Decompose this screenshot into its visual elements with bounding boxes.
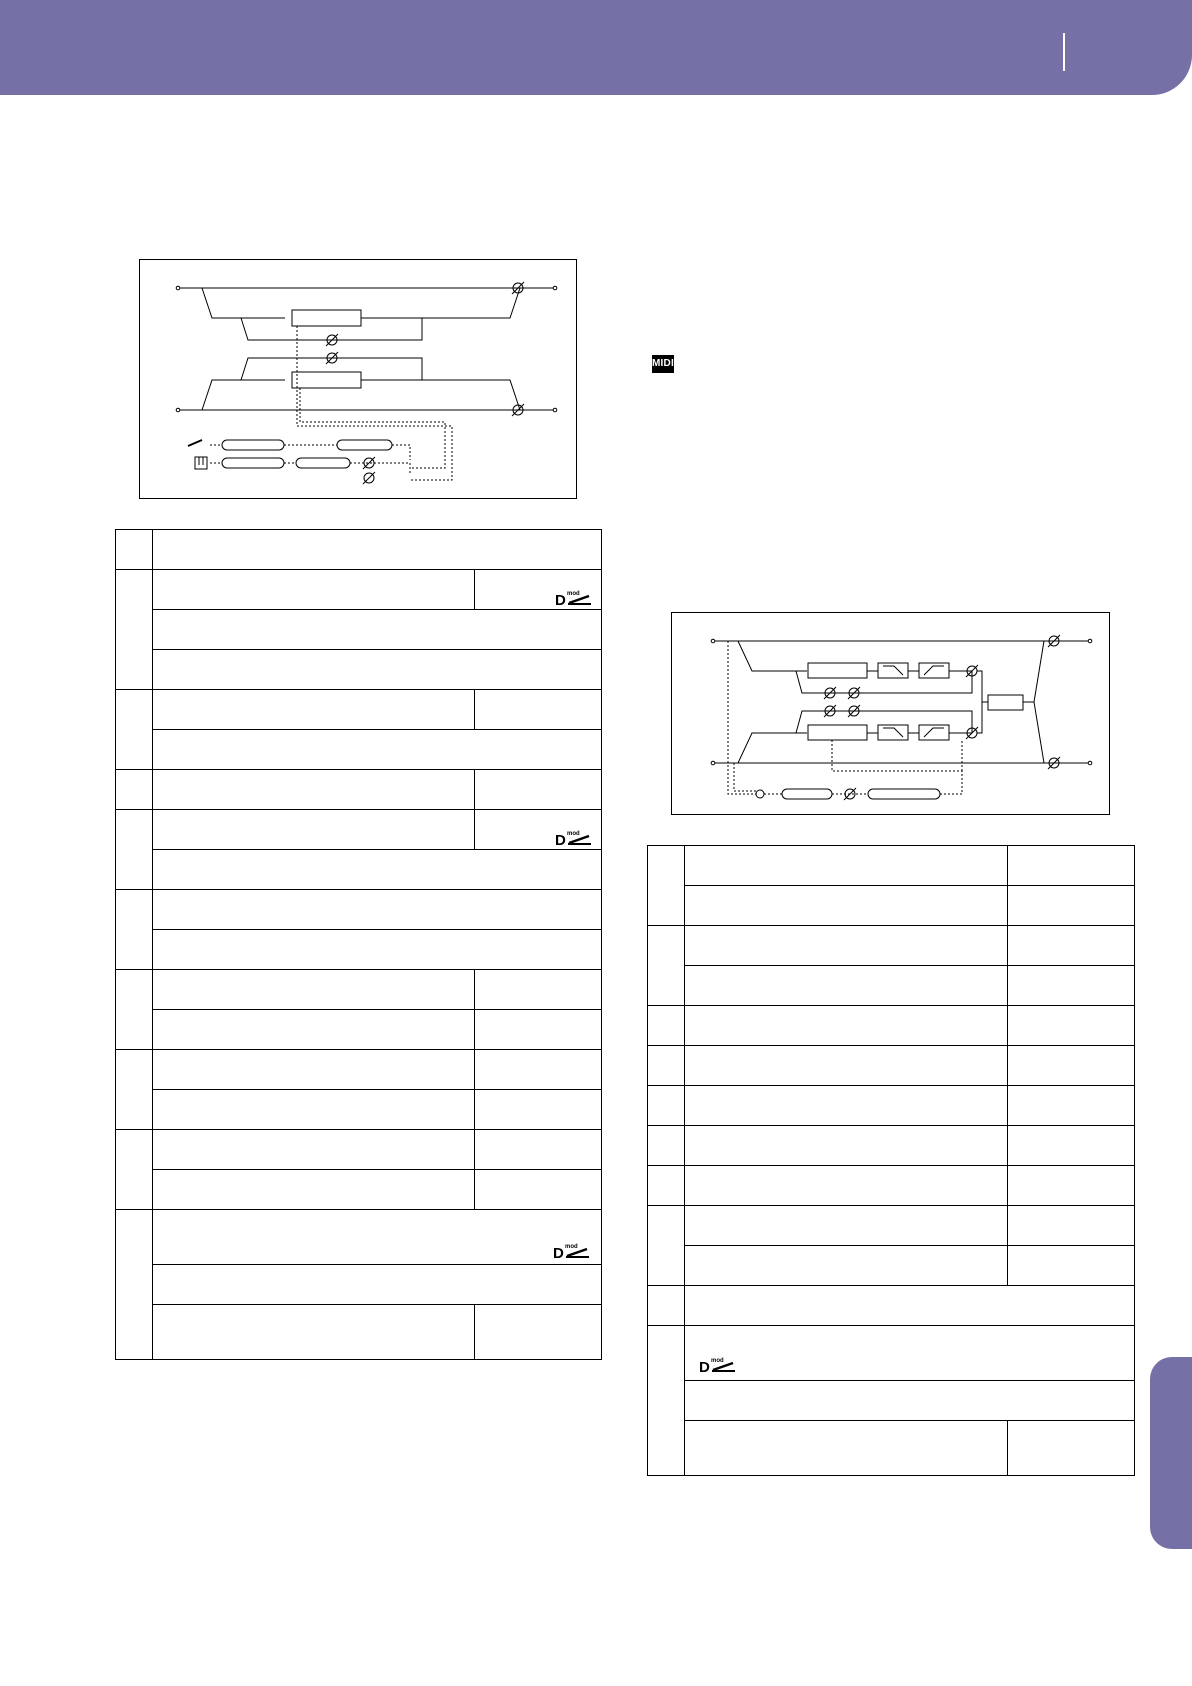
param-value-cell [1008, 846, 1135, 886]
table-row [116, 850, 602, 890]
param-number-cell [648, 1166, 685, 1206]
param-number-cell [648, 1046, 685, 1086]
table-row [116, 1050, 602, 1090]
param-value-cell [475, 810, 602, 850]
chapter-side-tab [1150, 1357, 1192, 1549]
table-row [116, 610, 602, 650]
param-cell [684, 846, 1007, 886]
param-cell [152, 1050, 474, 1090]
param-cell [152, 530, 601, 570]
param-cell [152, 930, 601, 970]
table-row [116, 1090, 602, 1130]
param-cell [684, 886, 1007, 926]
dmod-icon [555, 829, 593, 847]
table-row [116, 650, 602, 690]
dmod-icon [555, 589, 593, 607]
table-row [116, 1305, 602, 1360]
table-row [648, 1206, 1135, 1246]
param-value-cell [475, 1090, 602, 1130]
param-cell [152, 690, 474, 730]
param-cell [684, 1166, 1007, 1206]
param-value-cell [475, 570, 602, 610]
param-value-cell [1008, 926, 1135, 966]
param-number-cell [116, 890, 153, 970]
param-number-cell [648, 1206, 685, 1286]
param-cell [684, 966, 1007, 1006]
table-row [648, 1421, 1135, 1476]
param-cell [152, 970, 474, 1010]
table-row [648, 1166, 1135, 1206]
header-divider [1063, 33, 1065, 71]
table-row [648, 1126, 1135, 1166]
param-value-cell [475, 1050, 602, 1090]
param-number-cell [648, 1126, 685, 1166]
dmod-icon [553, 1242, 591, 1260]
param-value-cell [475, 970, 602, 1010]
table-row [116, 1130, 602, 1170]
param-cell [152, 610, 601, 650]
table-row [116, 1210, 602, 1265]
table-row [116, 1170, 602, 1210]
table-row [648, 846, 1135, 886]
param-cell [152, 850, 601, 890]
param-value-cell [1008, 1206, 1135, 1246]
param-number-cell [116, 1050, 153, 1130]
param-number-cell [116, 1210, 153, 1360]
param-cell [152, 1210, 601, 1265]
param-number-cell [648, 846, 685, 926]
param-value-cell [1008, 1086, 1135, 1126]
param-number-cell [648, 1286, 685, 1326]
param-number-cell [648, 1086, 685, 1126]
svg-text:mod: mod [567, 591, 580, 597]
table-row [648, 1381, 1135, 1421]
param-value-cell [1008, 1246, 1135, 1286]
svg-text:D: D [555, 832, 566, 847]
table-row [116, 770, 602, 810]
param-cell [684, 1326, 1134, 1381]
param-cell [152, 1265, 601, 1305]
table-row [116, 570, 602, 610]
table-row [648, 886, 1135, 926]
svg-text:D: D [555, 592, 566, 607]
param-cell [152, 570, 474, 610]
param-cell [152, 1170, 474, 1210]
param-cell [152, 1090, 474, 1130]
diagram-left-svg [140, 260, 576, 498]
param-number-cell [116, 530, 153, 570]
parameter-table-left [115, 529, 602, 1360]
param-value-cell [475, 690, 602, 730]
midi-badge: MIDI [652, 355, 674, 373]
table-row [116, 1010, 602, 1050]
param-number-cell [116, 570, 153, 690]
table-row [116, 890, 602, 930]
param-value-cell [1008, 886, 1135, 926]
param-number-cell [116, 1130, 153, 1210]
table-row [648, 1046, 1135, 1086]
param-cell [152, 770, 474, 810]
param-cell [152, 1305, 474, 1360]
param-cell [684, 1086, 1007, 1126]
param-cell [152, 730, 601, 770]
svg-text:D: D [698, 1359, 710, 1374]
svg-text:mod: mod [710, 1358, 724, 1364]
param-cell [152, 1010, 474, 1050]
svg-text:D: D [552, 1245, 564, 1260]
svg-text:mod: mod [564, 1244, 578, 1250]
param-value-cell [1008, 1046, 1135, 1086]
param-cell [152, 890, 601, 930]
param-cell [684, 1046, 1007, 1086]
param-value-cell [1008, 1006, 1135, 1046]
table-row [116, 970, 602, 1010]
param-cell [152, 1130, 474, 1170]
param-value-cell [1008, 1126, 1135, 1166]
table-row [648, 926, 1135, 966]
param-value-cell [475, 1305, 602, 1360]
param-number-cell [648, 1006, 685, 1046]
param-number-cell [648, 1326, 685, 1476]
param-number-cell [648, 926, 685, 1006]
table-row [648, 1006, 1135, 1046]
parameter-table-right [647, 845, 1135, 1476]
table-row [116, 530, 602, 570]
param-cell [684, 1381, 1134, 1421]
diagram-right-svg [672, 613, 1109, 814]
param-cell [684, 1206, 1007, 1246]
param-cell [684, 926, 1007, 966]
table-row [116, 690, 602, 730]
table-row [116, 730, 602, 770]
table-row [116, 930, 602, 970]
svg-text:mod: mod [567, 831, 580, 837]
param-value-cell [475, 770, 602, 810]
table-row [648, 1086, 1135, 1126]
table-row [648, 1246, 1135, 1286]
param-value-cell [475, 1170, 602, 1210]
param-number-cell [116, 810, 153, 890]
dmod-icon [699, 1356, 737, 1374]
param-cell [684, 1126, 1007, 1166]
page-header [0, 0, 1192, 95]
table-row [648, 966, 1135, 1006]
param-cell [684, 1421, 1007, 1476]
param-value-cell [475, 1010, 602, 1050]
table-row [648, 1326, 1135, 1381]
param-cell [152, 810, 474, 850]
table-row [116, 1265, 602, 1305]
effect-diagram-left [139, 259, 577, 499]
param-cell [684, 1286, 1134, 1326]
param-cell [152, 650, 601, 690]
param-value-cell [1008, 1166, 1135, 1206]
effect-diagram-right [671, 612, 1110, 815]
param-cell [684, 1246, 1007, 1286]
param-number-cell [116, 970, 153, 1050]
param-cell [684, 1006, 1007, 1046]
param-value-cell [1008, 966, 1135, 1006]
table-row [116, 810, 602, 850]
table-row [648, 1286, 1135, 1326]
param-number-cell [116, 690, 153, 770]
param-number-cell [116, 770, 153, 810]
param-value-cell [1008, 1421, 1135, 1476]
param-value-cell [475, 1130, 602, 1170]
